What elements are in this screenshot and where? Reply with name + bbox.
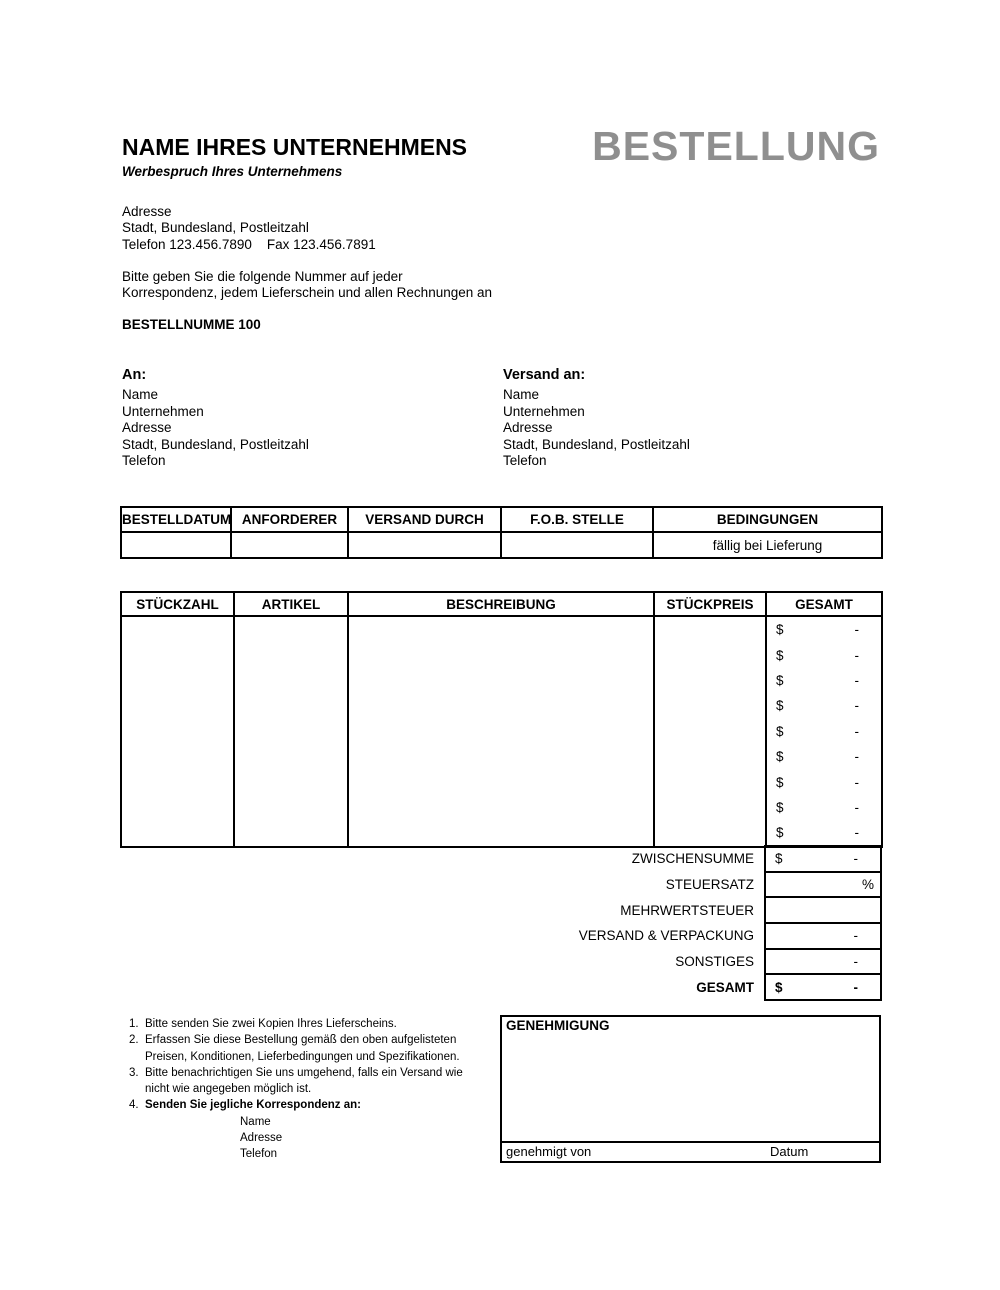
summary-row (120, 897, 881, 923)
summary-value: - (853, 979, 858, 995)
item-total-wrap (767, 719, 881, 744)
item-total-cell (766, 693, 882, 718)
item-total-wrap (767, 617, 881, 642)
summary-value: - (853, 851, 858, 867)
item-article-cell (234, 795, 348, 820)
item-total-wrap (767, 820, 881, 845)
order-info-column-header: VERSAND DURCH (348, 507, 501, 532)
currency-symbol: $ (775, 851, 783, 867)
correspondence-contact-line: Telefon (240, 1148, 278, 1161)
item-total-cell (766, 769, 882, 794)
company-phone-fax (122, 237, 376, 253)
items-header-row (121, 592, 882, 616)
item-unit-price-cell (654, 744, 766, 769)
instruction-line: nicht wie angegeben möglich ist. (145, 1083, 312, 1096)
item-description-cell (348, 795, 654, 820)
instruction-text (145, 1016, 397, 1032)
items-column-header: ARTIKEL (234, 592, 348, 616)
summary-table (120, 845, 882, 1001)
reference-note (122, 269, 492, 302)
item-total-cell (766, 719, 882, 744)
item-qty-cell (121, 616, 234, 642)
items-table-body (121, 616, 882, 847)
items-row (121, 820, 882, 846)
item-article-cell (234, 642, 348, 667)
currency-symbol: $ (776, 825, 784, 841)
instruction-line: Preisen, Konditionen, Lieferbedingungen und Spezifikationen. (145, 1050, 460, 1063)
instruction-line: Bitte benachrichtigen Sie uns umgehend, falls ein Versand wie (145, 1066, 463, 1079)
summary-value-wrap (766, 975, 880, 999)
instruction-text (145, 1065, 463, 1098)
summary-row (120, 923, 881, 949)
bill-to-line: Stadt, Bundesland, Postleitzahl (122, 436, 309, 452)
company-phone: Telefon 123.456.7890 (122, 236, 252, 252)
currency-symbol: $ (776, 774, 784, 790)
item-qty-cell (121, 769, 234, 794)
order-info-table-body (121, 532, 882, 558)
bill-to-label: An: (122, 367, 147, 383)
correspondence-contact-line: Name (240, 1115, 271, 1128)
approval-footer (502, 1141, 879, 1161)
item-total-wrap (767, 642, 881, 667)
summary-label: GESAMT (696, 979, 754, 995)
item-article-cell (234, 769, 348, 794)
summary-table-body (120, 846, 881, 1000)
currency-symbol: $ (776, 723, 784, 739)
item-total-wrap (767, 744, 881, 769)
summary-value-wrap (766, 898, 880, 922)
currency-symbol: $ (776, 672, 784, 688)
currency-symbol: $ (776, 698, 784, 714)
approved-by-label: genehmigt von (506, 1144, 592, 1159)
instruction-line: Erfassen Sie diese Bestellung gemäß den oben aufgelisteten (145, 1034, 457, 1047)
item-total-cell (766, 744, 882, 769)
items-row (121, 642, 882, 667)
item-unit-price-cell (654, 795, 766, 820)
ship-to-line: Adresse (503, 420, 553, 436)
document-title: BESTELLUNG (592, 123, 880, 169)
items-row (121, 693, 882, 718)
order-info-header-row (121, 507, 882, 532)
item-unit-price-cell (654, 769, 766, 794)
instruction-line: Bitte senden Sie zwei Kopien Ihres Lieferscheins. (145, 1018, 397, 1030)
instruction-number: 4. (129, 1099, 139, 1112)
bill-to-line: Unternehmen (122, 403, 204, 419)
instruction-item (129, 1097, 463, 1162)
items-column-header: STÜCKZAHL (121, 592, 234, 616)
item-total-amount: - (854, 825, 859, 841)
order-number: BESTELLNUMME 100 (122, 317, 261, 332)
order-info-column-header: BEDINGUNGEN (653, 507, 882, 532)
summary-value: % (861, 877, 874, 893)
ship-to-lines (503, 387, 690, 469)
instruction-text (145, 1097, 361, 1162)
summary-value-box (765, 974, 881, 1000)
item-qty-cell (121, 719, 234, 744)
item-description-cell (348, 616, 654, 642)
item-total-wrap (767, 693, 881, 718)
summary-row (120, 872, 881, 898)
ship-to-line: Stadt, Bundesland, Postleitzahl (503, 436, 690, 452)
summary-value-wrap (766, 847, 880, 871)
items-column-header: GESAMT (766, 592, 882, 616)
approval-title: GENEHMIGUNG (506, 1018, 610, 1033)
item-article-cell (234, 693, 348, 718)
summary-value-wrap (766, 924, 880, 948)
item-qty-cell (121, 693, 234, 718)
item-unit-price-cell (654, 642, 766, 667)
currency-symbol: $ (776, 647, 784, 663)
instruction-number: 1. (129, 1018, 139, 1030)
instruction-line: Senden Sie jegliche Korrespondenz an: (145, 1099, 361, 1112)
bill-to-lines (122, 387, 309, 469)
item-unit-price-cell (654, 693, 766, 718)
order-info-column-header: ANFORDERER (231, 507, 348, 532)
items-row (121, 719, 882, 744)
item-total-wrap (767, 795, 881, 820)
order-info-table-header (121, 507, 882, 532)
ship-to-block (503, 367, 690, 469)
correspondence-contact-line: Adresse (240, 1132, 283, 1145)
reference-note-line2: Korrespondenz, jedem Lieferschein und allen Rechnungen an (122, 285, 493, 301)
item-qty-cell (121, 642, 234, 667)
order-info-data-row (121, 532, 882, 558)
summary-value-box (765, 846, 881, 872)
bill-to-line: Adresse (122, 420, 172, 436)
items-column-header: BESCHREIBUNG (348, 592, 654, 616)
item-article-cell (234, 820, 348, 846)
instruction-text (145, 1032, 460, 1065)
summary-value-box (765, 949, 881, 975)
reference-note-line1: Bitte geben Sie die folgende Nummer auf jeder (122, 269, 403, 284)
items-row (121, 668, 882, 693)
item-total-amount: - (854, 672, 859, 688)
item-article-cell (234, 744, 348, 769)
order-info-table (120, 506, 883, 559)
instruction-item (129, 1016, 463, 1032)
bill-to-line: Name (122, 387, 159, 403)
item-qty-cell (121, 744, 234, 769)
company-address-line1: Adresse (122, 204, 172, 219)
instruction-number: 3. (129, 1066, 139, 1079)
summary-row (120, 949, 881, 975)
summary-value: - (853, 928, 858, 944)
item-unit-price-cell (654, 719, 766, 744)
items-column-header: STÜCKPREIS (654, 592, 766, 616)
summary-label: MEHRWERTSTEUER (620, 902, 754, 918)
item-total-amount: - (854, 723, 859, 739)
instruction-item (129, 1065, 463, 1098)
summary-value-box (765, 897, 881, 923)
item-total-wrap (767, 668, 881, 693)
items-row (121, 795, 882, 820)
order-info-cell (231, 532, 348, 558)
item-total-cell (766, 820, 882, 846)
item-description-cell (348, 719, 654, 744)
item-unit-price-cell (654, 820, 766, 846)
item-unit-price-cell (654, 668, 766, 693)
currency-symbol: $ (776, 749, 784, 765)
item-qty-cell (121, 668, 234, 693)
company-name: NAME IHRES UNTERNEHMENS (122, 134, 468, 160)
item-total-amount: - (854, 622, 859, 638)
instruction-item (129, 1032, 463, 1065)
item-total-wrap (767, 769, 881, 794)
item-description-cell (348, 642, 654, 667)
ship-to-line: Telefon (503, 453, 547, 469)
summary-label: VERSAND & VERPACKUNG (578, 928, 754, 944)
item-total-amount: - (854, 749, 859, 765)
item-total-amount: - (854, 647, 859, 663)
summary-row (120, 846, 881, 872)
item-total-amount: - (854, 799, 859, 815)
company-tagline: Werbespruch Ihres Unternehmens (122, 164, 343, 179)
bill-to-line: Telefon (122, 453, 166, 469)
item-description-cell (348, 693, 654, 718)
item-description-cell (348, 820, 654, 846)
items-row (121, 769, 882, 794)
item-description-cell (348, 668, 654, 693)
item-article-cell (234, 616, 348, 642)
item-total-cell (766, 795, 882, 820)
company-fax: Fax 123.456.7891 (266, 236, 376, 252)
instructions-list (129, 1016, 463, 1163)
item-article-cell (234, 719, 348, 744)
item-description-cell (348, 769, 654, 794)
instruction-number: 2. (129, 1034, 139, 1047)
order-info-cell (121, 532, 231, 558)
date-label: Datum (770, 1144, 809, 1159)
item-total-cell (766, 616, 882, 642)
ship-to-label: Versand an: (503, 367, 586, 383)
item-total-amount: - (854, 774, 859, 790)
order-info-cell (348, 532, 501, 558)
order-info-cell (501, 532, 653, 558)
item-qty-cell (121, 820, 234, 846)
summary-label: ZWISCHENSUMME (631, 851, 754, 867)
currency-symbol: $ (775, 979, 783, 995)
summary-value-wrap (766, 950, 880, 974)
order-info-column-header: BESTELLDATUM (121, 507, 231, 532)
item-total-cell (766, 668, 882, 693)
item-total-cell (766, 642, 882, 667)
order-info-cell: fällig bei Lieferung (653, 532, 882, 558)
summary-value-box (765, 923, 881, 949)
item-total-amount: - (854, 698, 859, 714)
item-article-cell (234, 668, 348, 693)
summary-label: STEUERSATZ (665, 877, 754, 893)
items-row (121, 744, 882, 769)
items-table (120, 591, 883, 848)
item-unit-price-cell (654, 616, 766, 642)
item-qty-cell (121, 795, 234, 820)
approval-box (500, 1015, 881, 1163)
summary-value: - (853, 954, 858, 970)
ship-to-line: Unternehmen (503, 403, 585, 419)
ship-to-line: Name (503, 387, 540, 403)
items-table-header (121, 592, 882, 616)
order-info-column-header: F.O.B. STELLE (501, 507, 653, 532)
item-description-cell (348, 744, 654, 769)
items-row (121, 616, 882, 642)
company-address-block (122, 204, 376, 253)
summary-label: SONSTIGES (675, 954, 754, 970)
bill-to-block (122, 367, 309, 469)
summary-value-wrap (766, 873, 880, 897)
summary-row (120, 974, 881, 1000)
company-address-line2: Stadt, Bundesland, Postleitzahl (122, 220, 309, 236)
summary-value-box (765, 872, 881, 898)
currency-symbol: $ (776, 622, 784, 638)
currency-symbol: $ (776, 799, 784, 815)
